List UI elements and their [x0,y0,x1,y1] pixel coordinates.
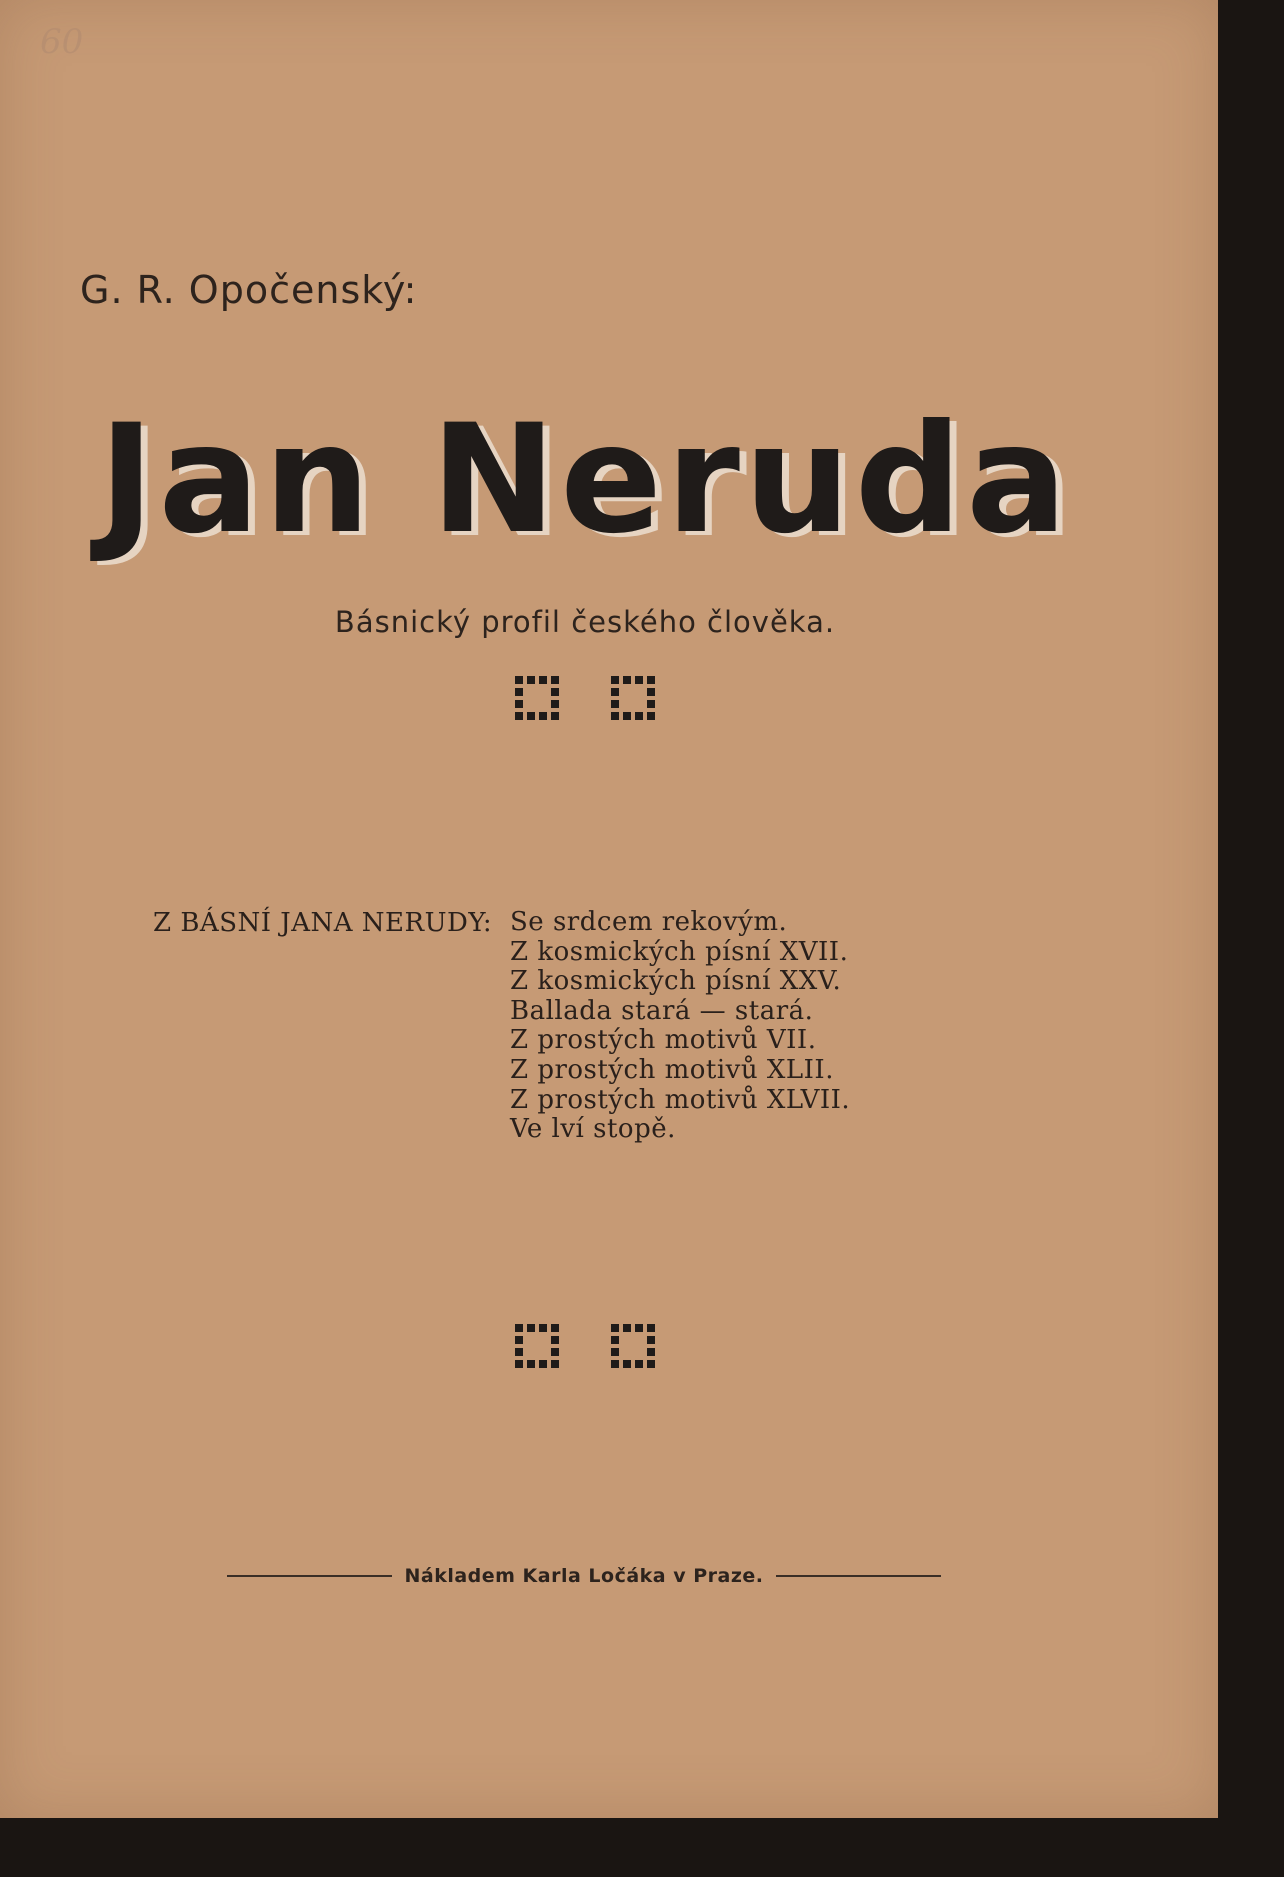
poem-item: Se srdcem rekovým. [510,907,788,937]
author-name: G. R. Opočenský: [80,268,418,312]
poem-list [510,908,850,1145]
book-subtitle: Básnický profil českého člověka. [334,605,836,639]
book-title: Jan Neruda [98,393,1072,567]
poem-item: Z kosmických písní XXV. [510,966,842,997]
dotted-square-icon [515,1324,559,1368]
divider-right [776,1575,941,1577]
poem-item: Ve lví stopě. [510,1114,676,1145]
poem-contents [153,908,850,1145]
poem-item: Z kosmických písní XVII. [510,936,849,967]
poem-item: Z prostých motivů VII. [510,1025,817,1056]
ornament-group-top [0,676,1170,725]
divider-left [227,1575,392,1577]
dotted-square-icon [611,1324,655,1368]
dotted-square-icon [515,676,559,720]
poem-item: Ballada stará — stará. [510,995,814,1026]
ornament-group-bottom [0,1324,1170,1373]
pencil-note: 60 [40,22,84,62]
poem-item: Z prostých motivů XLVII. [510,1084,851,1115]
publisher-imprint [227,1565,941,1587]
poem-item: Z prostých motivů XLII. [510,1054,834,1085]
publisher-text: Nákladem Karla Ločáka v Praze. [404,1565,764,1587]
contents-label: Z BÁSNÍ JANA NERUDY: [153,908,493,938]
dotted-square-icon [611,676,655,720]
